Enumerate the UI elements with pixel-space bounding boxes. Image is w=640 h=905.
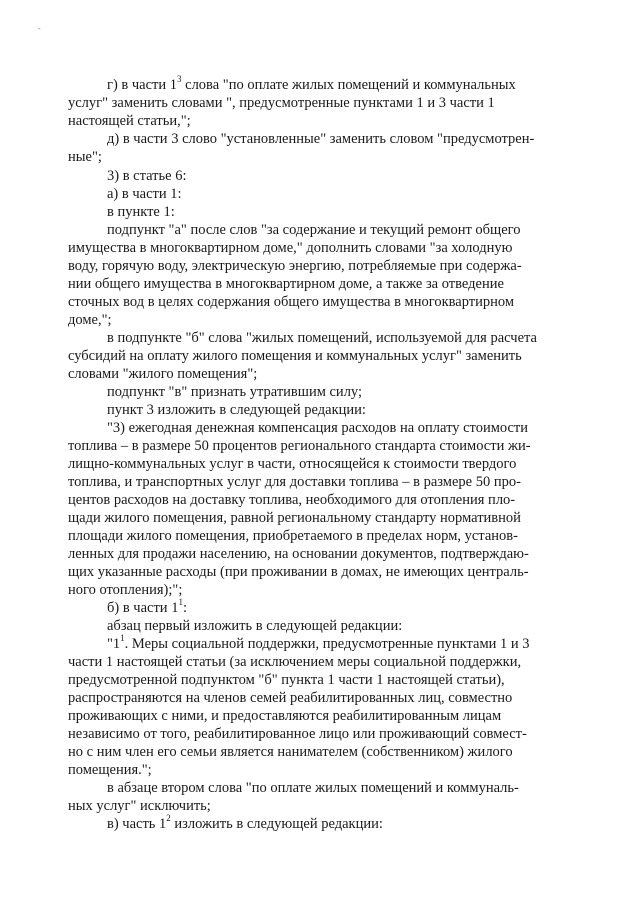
text-line: независимо от того, реабилитированное лицо или проживающий совмест- (68, 726, 527, 742)
text-line-part: изложить в следующей редакции: (170, 816, 383, 832)
text-line: щади жилого помещения, равной региональному стандарту нормативной (68, 510, 521, 526)
text-line: пункт 3 изложить в следующей редакции: (107, 402, 366, 418)
text-line-part: б) в части 1 (107, 600, 179, 616)
text-line-part: : (182, 600, 187, 616)
text-line: проживающих с ними, и предоставляются реабилитированным лицам (68, 708, 502, 724)
text-line: топлива – в размере 50 процентов регионального стандарта стоимости жи- (68, 438, 531, 454)
text-line: в пункте 1: (107, 204, 175, 220)
text-line: доме,"; (68, 312, 112, 328)
text-line: топлива, и транспортных услуг для доставки топлива – в размере 50 про- (68, 474, 521, 490)
text-line-part: слова "по оплате жилых помещений и коммунальных (181, 77, 516, 93)
text-line: распространяются на членов семей реабилитированных лиц, совместно (68, 690, 513, 706)
text-line-part: "1 (107, 636, 121, 652)
text-line: предусмотренной подпунктом "б" пункта 1 части 1 настоящей статьи), (68, 672, 505, 688)
text-line-part: в) часть 1 (107, 816, 167, 832)
text-line-part: г) в части 1 (107, 77, 178, 93)
superscript: 1 (178, 597, 183, 608)
text-line: ленных для продажи населению, на основании документов, подтверждаю- (68, 546, 529, 562)
text-line: воду, горячую воду, электрическую энергию, потребляемые при содержа- (68, 258, 522, 274)
text-line: настоящей статьи,"; (68, 113, 191, 129)
text-line: но с ним член его семьи является нанимателем (собственником) жилого (68, 744, 513, 760)
text-line (0, 599, 640, 617)
text-line: д) в части 3 слово "установленные" заменить словом "предусмотрен- (107, 131, 535, 147)
text-line: щих указанные расходы (при проживании в домах, не имеющих централь- (68, 564, 529, 580)
text-line: части 1 настоящей статьи (за исключением меры социальной поддержки, (68, 654, 522, 670)
text-line: сточных вод в целях содержания общего имущества в многоквартирном (68, 294, 515, 310)
text-line: ных услуг" исключить; (68, 798, 211, 814)
text-line: в подпункте "б" слова "жилых помещений, используемой для расчета (107, 330, 537, 346)
text-line: лищно-коммунальных услуг в части, относящейся к стоимости твердого (68, 456, 517, 472)
superscript: 2 (166, 813, 171, 824)
text-line: помещения."; (68, 762, 152, 778)
text-line: подпункт "в" признать утратившим силу; (107, 384, 363, 400)
text-line: ного отопления);"; (68, 582, 183, 598)
text-line: подпункт "а" после слов "за содержание и текущий ремонт общего (107, 222, 521, 238)
text-line: в абзаце втором слова "по оплате жилых помещений и коммуналь- (107, 780, 519, 796)
text-line: площади жилого помещения, приобретаемого в пределах норм, установ- (68, 528, 518, 544)
text-line: ные"; (68, 149, 102, 165)
text-line: центов расходов на доставку топлива, необходимого для отопления пло- (68, 492, 516, 508)
text-line: "3) ежегодная денежная компенсация расходов на оплату стоимости (107, 420, 529, 436)
text-line (0, 815, 640, 833)
text-line (0, 635, 640, 653)
text-line: имущества в многоквартирном доме," дополнить словами "за холодную (68, 240, 513, 256)
text-line: словами "жилого помещения"; (68, 366, 258, 382)
text-line: абзац первый изложить в следующей редакции: (107, 618, 403, 634)
text-line: а) в части 1: (107, 186, 182, 202)
corner-mark: - (38, 24, 41, 33)
text-line: субсидий на оплату жилого помещения и коммунальных услуг" заменить (68, 348, 522, 364)
text-line: услуг" заменить словами ", предусмотренные пунктами 1 и 3 части 1 (68, 95, 495, 111)
text-line: 3) в статье 6: (107, 168, 187, 184)
text-line (0, 76, 640, 94)
text-line: нии общего имущества в многоквартирном доме, а также за отведение (68, 276, 504, 292)
superscript: 1 (120, 633, 125, 644)
text-line-part: . Меры социальной поддержки, предусмотренные пунктами 1 и 3 (124, 636, 530, 652)
superscript: 3 (177, 74, 182, 85)
